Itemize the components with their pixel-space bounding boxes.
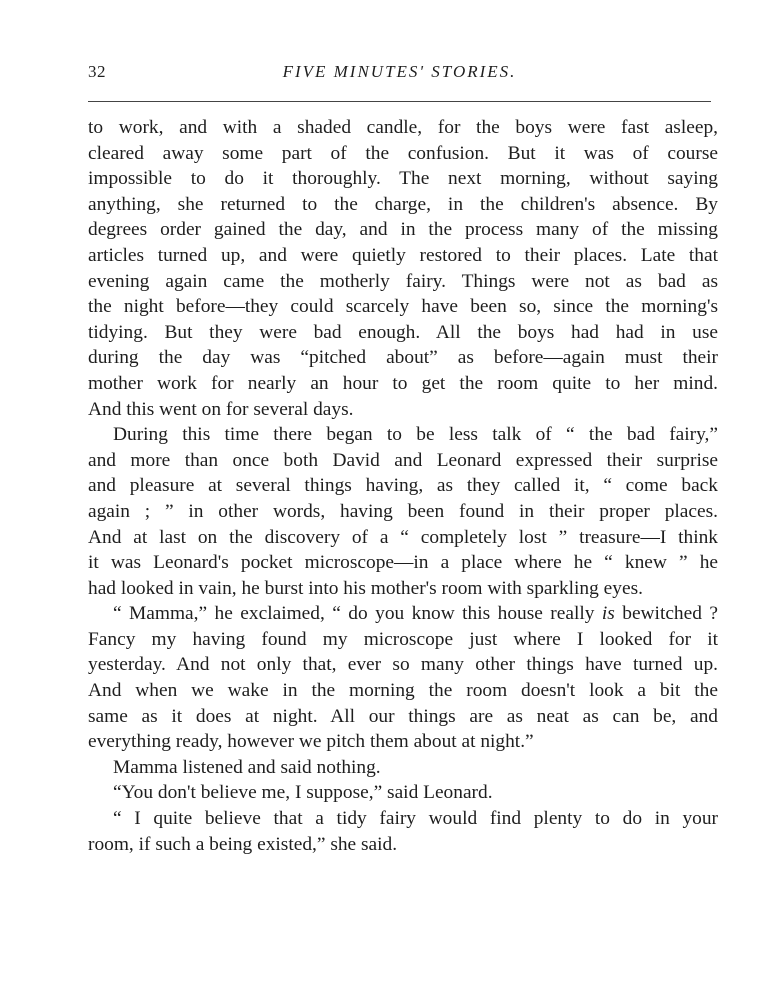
paragraph-3 — [88, 601, 718, 755]
text-line: room, if such a being existed,” she said. — [88, 833, 398, 855]
running-title: FIVE MINUTES' STORIES. — [282, 62, 517, 81]
paragraph-6 — [88, 806, 718, 857]
text-line: And when we wake in the morning the room doesn't look a bit the — [88, 680, 718, 702]
text-line: again ; ” in other words, having been found in their proper places. — [88, 500, 718, 522]
text-line: “ I quite believe that a tidy fairy would find plenty to do in your — [113, 808, 718, 830]
text-line: and more than once both David and Leonard expressed their surprise — [88, 449, 718, 471]
paragraph-5 — [88, 780, 718, 806]
text-line: same as it does at night. All our things are as neat as can be, and — [88, 705, 718, 727]
page-number: 32 — [88, 62, 106, 81]
text-line: evening again came the motherly fairy. Things were not as bad as — [88, 270, 718, 292]
text-line: during the day was “pitched about” as before—again must their — [88, 347, 718, 369]
text-line: and pleasure at several things having, as they called it, “ come back — [88, 475, 718, 497]
text-line: And this went on for several days. — [88, 398, 354, 420]
text-line: And at last on the discovery of a “ completely lost ” treasure—I think — [88, 526, 718, 548]
page-header — [88, 62, 711, 92]
paragraph-4 — [88, 755, 718, 781]
paragraph-2 — [88, 422, 718, 601]
text-line: the night before—they could scarcely have been so, since the morning's — [88, 296, 718, 318]
text-line: cleared away some part of the confusion. But it was of course — [88, 142, 718, 164]
text-line: Fancy my having found my microscope just where I looked for it — [88, 628, 718, 650]
text-line: “You don't believe me, I suppose,” said Leonard. — [113, 782, 493, 804]
text-line: anything, she returned to the charge, in the children's absence. By — [88, 193, 718, 215]
paragraph-1 — [88, 115, 718, 422]
text-line: degrees order gained the day, and in the process many of the missing — [88, 219, 718, 241]
text-line: everything ready, however we pitch them about at night.” — [88, 731, 534, 753]
text-line — [88, 601, 718, 627]
text-line: to work, and with a shaded candle, for the boys were fast asleep, — [88, 117, 718, 138]
header-rule — [88, 101, 711, 102]
text-line: articles turned up, and were quietly restored to their places. Late that — [88, 244, 718, 266]
text-line: impossible to do it thoroughly. The next morning, without saying — [88, 168, 718, 190]
text-line: mother work for nearly an hour to get the room quite to her mind. — [88, 372, 718, 394]
text-line: had looked in vain, he burst into his mother's room with sparkling eyes. — [88, 577, 643, 599]
text-segment: bewitched ? — [614, 603, 718, 625]
text-segment: “ Mamma,” he exclaimed, “ do you know this house really — [113, 603, 602, 625]
emphasis-text: is — [601, 603, 615, 625]
text-line: it was Leonard's pocket microscope—in a place where he “ knew ” he — [88, 552, 718, 574]
text-line: tidying. But they were bad enough. All the boys had had in use — [88, 321, 718, 343]
text-line: During this time there began to be less talk of “ the bad fairy,” — [113, 424, 718, 446]
body-text — [88, 115, 718, 857]
text-line: Mamma listened and said nothing. — [113, 756, 381, 778]
text-line: yesterday. And not only that, ever so many other things have turned up. — [88, 654, 718, 676]
